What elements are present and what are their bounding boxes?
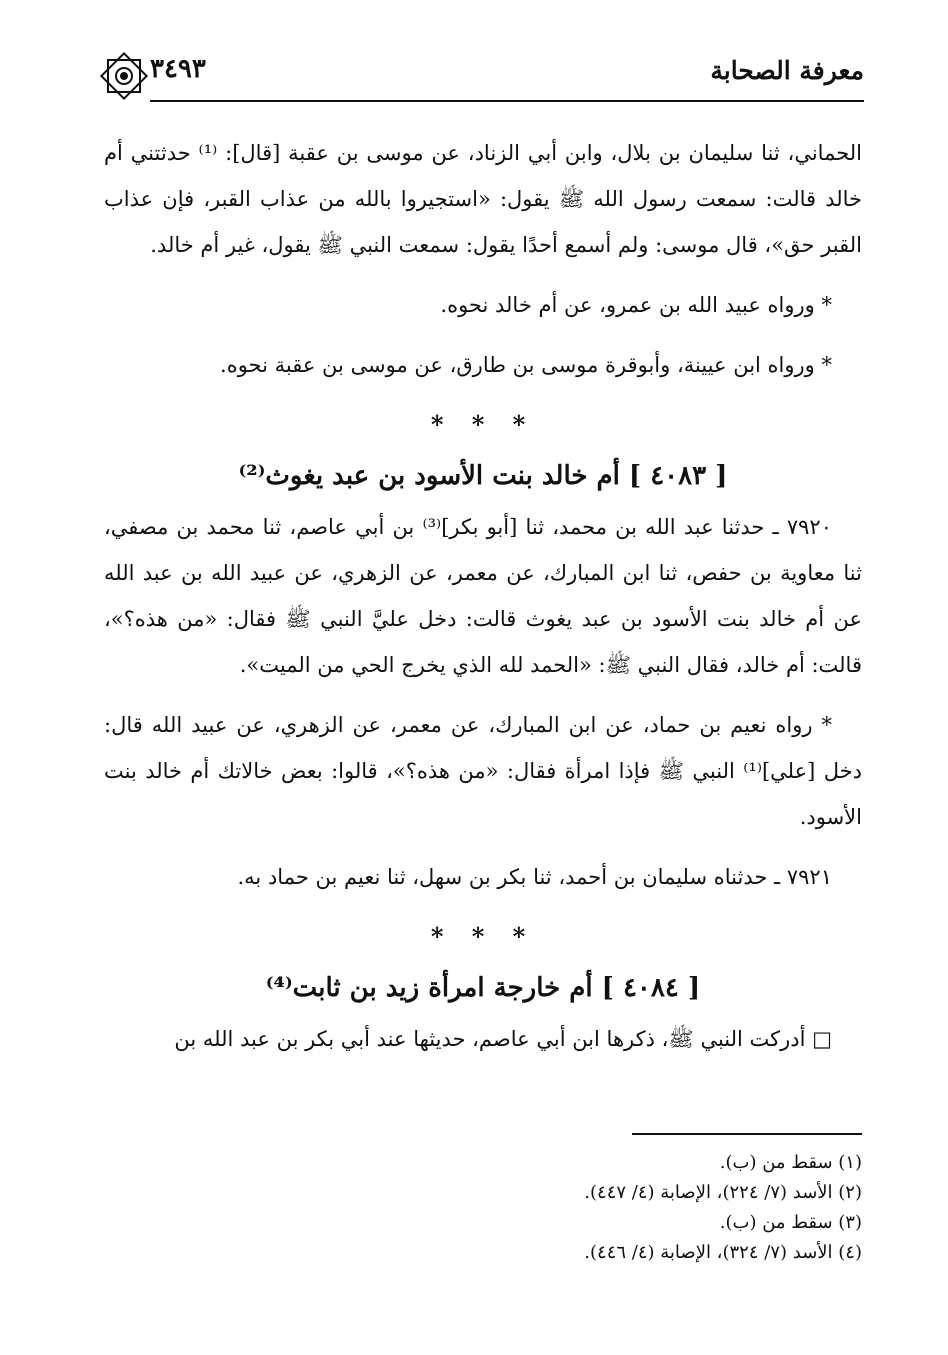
- footnote: (٤) الأسد (٧/ ٣٢٤)، الإصابة (٤/ ٤٤٦).: [584, 1242, 862, 1263]
- paragraph: ٧٩٢٠ ـ حدثنا عبد الله بن محمد، ثنا [أبو بكر]⁽³⁾ بن أبي عاصم، ثنا محمد بن مصفي، ثنا معاوية بن حفص، ثنا ابن المبارك، عن معمر، عن الزهري، عن عبيد الله بن عبد الله عن أم خالد بنت الأسود بن عبد يغوث قالت: دخل عليَّ النبي ﷺ فقال: «من هذه؟»، قالت: أم خالد، فقال النبي ﷺ: «الحمد لله الذي يخرج الحي من الميت».: [104, 515, 862, 677]
- paragraph: الحماني، ثنا سليمان بن بلال، وابن أبي الزناد، عن موسى بن عقبة [قال]: ⁽¹⁾ حدثتني أم خالد قالت: سمعت رسول الله ﷺ يقول: «استجيروا بالله من عذاب القبر، فإن عذاب القبر حق»، قال موسى: ولم أسمع أحدًا يقول: سمعت النبي ﷺ يقول، غير أم خالد.: [104, 141, 863, 257]
- section-separator-stars: * * *: [430, 922, 536, 951]
- ornament-icon: [96, 48, 152, 104]
- section-separator-stars: * * *: [430, 410, 536, 439]
- footnote: (٣) سقط من (ب).: [719, 1212, 862, 1233]
- footnote: (١) سقط من (ب).: [719, 1152, 862, 1173]
- paragraph: * رواه نعيم بن حماد، عن ابن المبارك، عن معمر، عن الزهري، عن عبيد الله قال: دخل [علي]⁽¹⁾ النبي ﷺ فإذا امرأة فقال: «من هذه؟»، قالوا: بعض خالاتك أم خالد بنت الأسود.: [104, 713, 862, 829]
- paragraph: □ أدركت النبي ﷺ، ذكرها ابن أبي عاصم، حديثها عند أبي بكر بن عبد الله بن: [174, 1027, 832, 1051]
- footnotes: [584, 1148, 862, 1268]
- paragraph: * ورواه عبيد الله بن عمرو، عن أم خالد نحوه.: [440, 293, 832, 317]
- running-header-title: معرفة الصحابة: [710, 56, 864, 85]
- paragraph: ٧٩٢١ ـ حدثناه سليمان بن أحمد، ثنا بكر بن سهل، ثنا نعيم بن حماد به.: [237, 865, 832, 889]
- paragraph: * ورواه ابن عيينة، وأبوقرة موسى بن طارق، عن موسى بن عقبة نحوه.: [220, 353, 832, 377]
- header-rule: [150, 100, 864, 102]
- entry-heading: [ ٤٠٨٣ ] أم خالد بنت الأسود بن عبد يغوث⁽²⁾: [238, 461, 728, 491]
- footnote: (٢) الأسد (٧/ ٢٢٤)، الإصابة (٤/ ٤٤٧).: [584, 1182, 862, 1203]
- entry-heading: [ ٤٠٨٤ ] أم خارجة امرأة زيد بن ثابت⁽⁴⁾: [265, 973, 701, 1003]
- main-text: [104, 130, 862, 1076]
- footnote-separator: [632, 1133, 862, 1135]
- page-number: ٣٤٩٣: [150, 54, 206, 84]
